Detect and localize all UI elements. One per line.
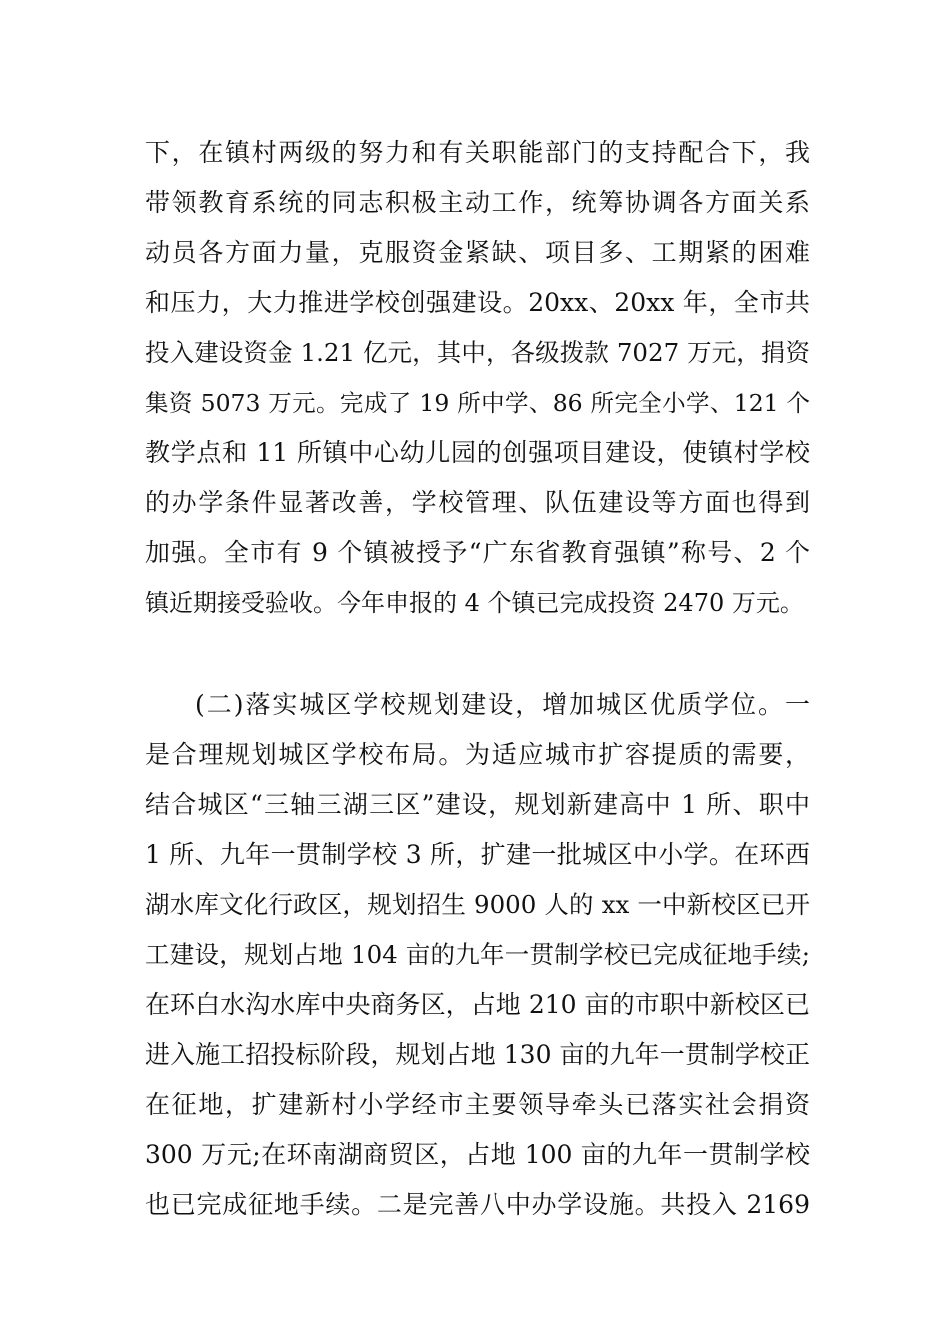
paragraph-2-line-2: 是合理规划城区学校布局。为适应城市扩容提质的需要， xyxy=(145,740,810,769)
paragraph-2-line-11: 也已完成征地手续。二是完善八中办学设施。共投入 2169 xyxy=(145,1190,810,1219)
paragraph-2-line-4: 1 所、九年一贯制学校 3 所，扩建一批城区中小学。在环西 xyxy=(145,840,810,869)
paragraph-1-line-7: 教学点和 11 所镇中心幼儿园的创强项目建设，使镇村学校 xyxy=(145,438,810,467)
paragraph-1-line-4: 和压力，大力推进学校创强建设。20xx、20xx 年，全市共 xyxy=(145,288,810,317)
paragraph-1-line-2: 带领教育系统的同志积极主动工作，统筹协调各方面关系 xyxy=(145,188,810,217)
paragraph-1-line-1: 下，在镇村两级的努力和有关职能部门的支持配合下，我 xyxy=(145,138,810,167)
paragraph-2-line-7: 在环白水沟水库中央商务区，占地 210 亩的市职中新校区已 xyxy=(145,990,810,1019)
paragraph-1-line-3: 动员各方面力量，克服资金紧缺、项目多、工期紧的困难 xyxy=(145,238,810,267)
paragraph-2-line-10: 300 万元;在环南湖商贸区，占地 100 亩的九年一贯制学校 xyxy=(145,1140,810,1169)
paragraph-1-line-6: 集资 5073 万元。完成了 19 所中学、86 所完全小学、121 个 xyxy=(145,389,810,417)
paragraph-2-line-5: 湖水库文化行政区，规划招生 9000 人的 xx 一中新校区已开 xyxy=(145,890,810,919)
paragraph-1-line-5: 投入建设资金 1.21 亿元，其中，各级拨款 7027 万元，捐资 xyxy=(145,338,810,367)
paragraph-2-line-9: 在征地，扩建新村小学经市主要领导牵头已落实社会捐资 xyxy=(145,1090,810,1119)
paragraph-1-line-8: 的办学条件显著改善，学校管理、队伍建设等方面也得到 xyxy=(145,488,810,517)
paragraph-1-line-10: 镇近期接受验收。今年申报的 4 个镇已完成投资 2470 万元。 xyxy=(145,589,804,617)
paragraph-2-line-1: (二)落实城区学校规划建设，增加城区优质学位。一 xyxy=(195,690,810,719)
paragraph-2-line-3: 结合城区“三轴三湖三区”建设，规划新建高中 1 所、职中 xyxy=(145,790,810,819)
paragraph-2-line-8: 进入施工招投标阶段，规划占地 130 亩的九年一贯制学校正 xyxy=(145,1040,810,1069)
paragraph-1-line-9: 加强。全市有 9 个镇被授予“广东省教育强镇”称号、2 个 xyxy=(145,538,810,567)
paragraph-2-line-6: 工建设，规划占地 104 亩的九年一贯制学校已完成征地手续; xyxy=(145,940,810,969)
